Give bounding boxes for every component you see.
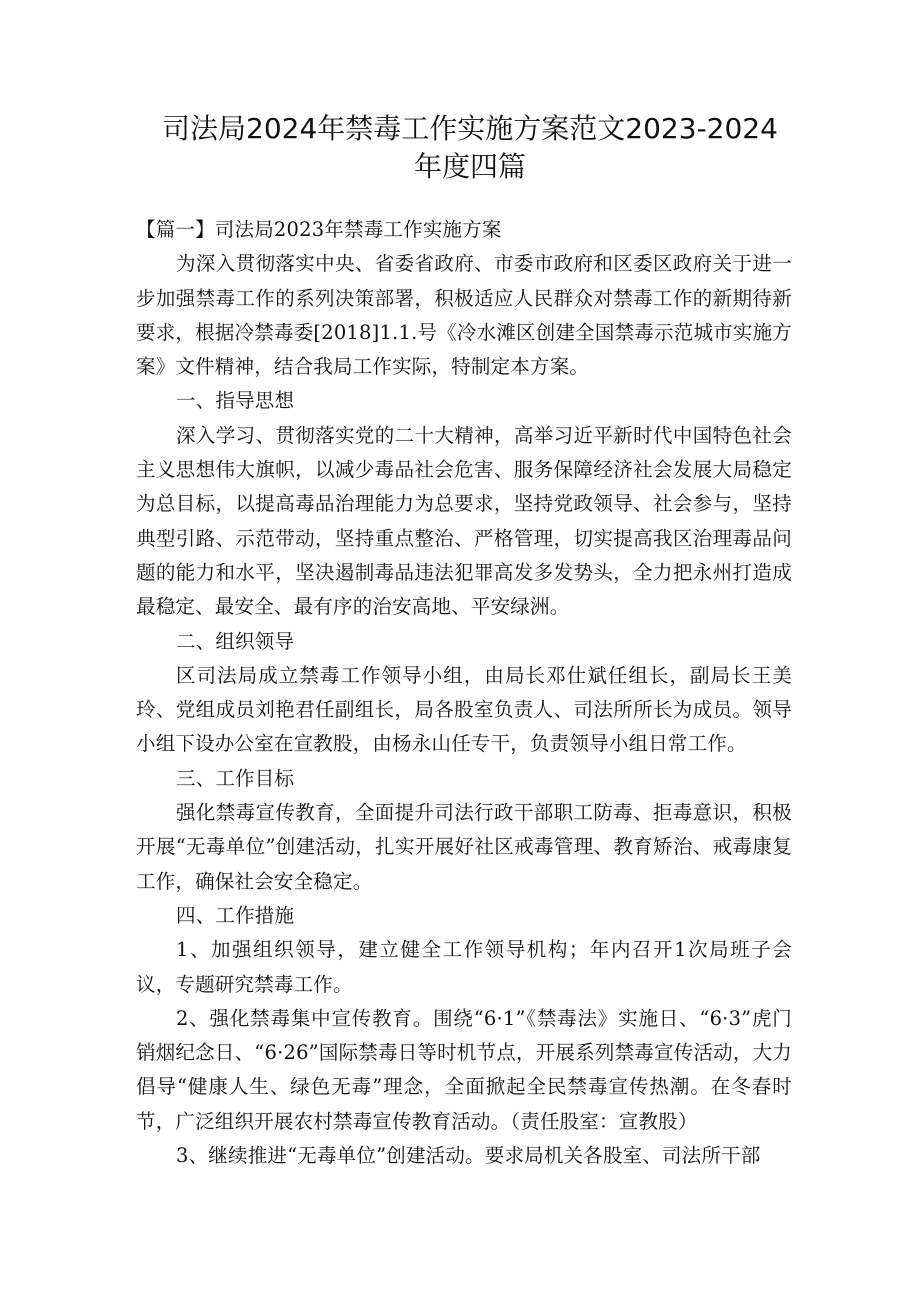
paragraph: 【篇一】司法局2023年禁毒工作实施方案: [136, 218, 502, 241]
paragraph: 四、工作措施: [176, 903, 295, 927]
paragraph: 为深入贯彻落实中央、省委省政府、市委市政府和区委区政府关于进一步加强禁毒工作的系列决策部署，积极适应人民群众对禁毒工作的新期待新要求，根据冷禁毒委[2018]1.1.号《冷水滩区创建全国禁毒示范城市实施方案》文件精神，结合我局工作实际，特制定本方案。: [136, 252, 792, 379]
paragraph: 强化禁毒宣传教育，全面提升司法行政干部职工防毒、拒毒意识，积极开展“无毒单位”创建活动，扎实开展好社区戒毒管理、教育矫治、戒毒康复工作，确保社会安全稳定。: [136, 801, 792, 893]
paragraph: 三、工作目标: [176, 766, 295, 790]
paragraph: 二、组织领导: [176, 629, 295, 653]
paragraph: 2、强化禁毒集中宣传教育。围绕“6·1”《禁毒法》实施日、“6·3”虎门销烟纪念日、“6·26”国际禁毒日等时机节点，开展系列禁毒宣传活动，大力倡导“健康人生、绿色无毒”理念，全面掀起全民禁毒宣传热潮。在冬春时节，广泛组织开展农村禁毒宣传教育活动。（责任股室：宣教股）: [136, 1006, 792, 1133]
paragraph: 区司法局成立禁毒工作领导小组，由局长邓仕斌任组长，副局长王美玲、党组成员刘艳君任副组长，局各股室负责人、司法所所长为成员。领导小组下设办公室在宣教股，由杨永山任专干，负责领导小组日常工作。: [136, 663, 792, 756]
document-title: 司法局2024年禁毒工作实施方案范文2023-2024年度四篇: [162, 112, 778, 183]
document-body: [136, 213, 792, 1173]
paragraph: 1、加强组织领导，建立健全工作领导机构；年内召开1次局班子会议，专题研究禁毒工作。: [136, 938, 792, 996]
paragraph: 3、继续推进“无毒单位”创建活动。要求局机关各股室、司法所干部: [176, 1144, 761, 1168]
paragraph: 一、指导思想: [176, 389, 295, 413]
paragraph: 深入学习、贯彻落实党的二十大精神，高举习近平新时代中国特色社会主义思想伟大旗帜，以减少毒品社会危害、服务保障经济社会发展大局稳定为总目标，以提高毒品治理能力为总要求，坚持党政领导、社会参与，坚持典型引路、示范带动，坚持重点整治、严格管理，切实提高我区治理毒品问题的能力和水平，坚决遏制毒品违法犯罪高发多发势头，全力把永州打造成最稳定、最安全、最有序的治安高地、平安绿洲。: [136, 423, 792, 619]
